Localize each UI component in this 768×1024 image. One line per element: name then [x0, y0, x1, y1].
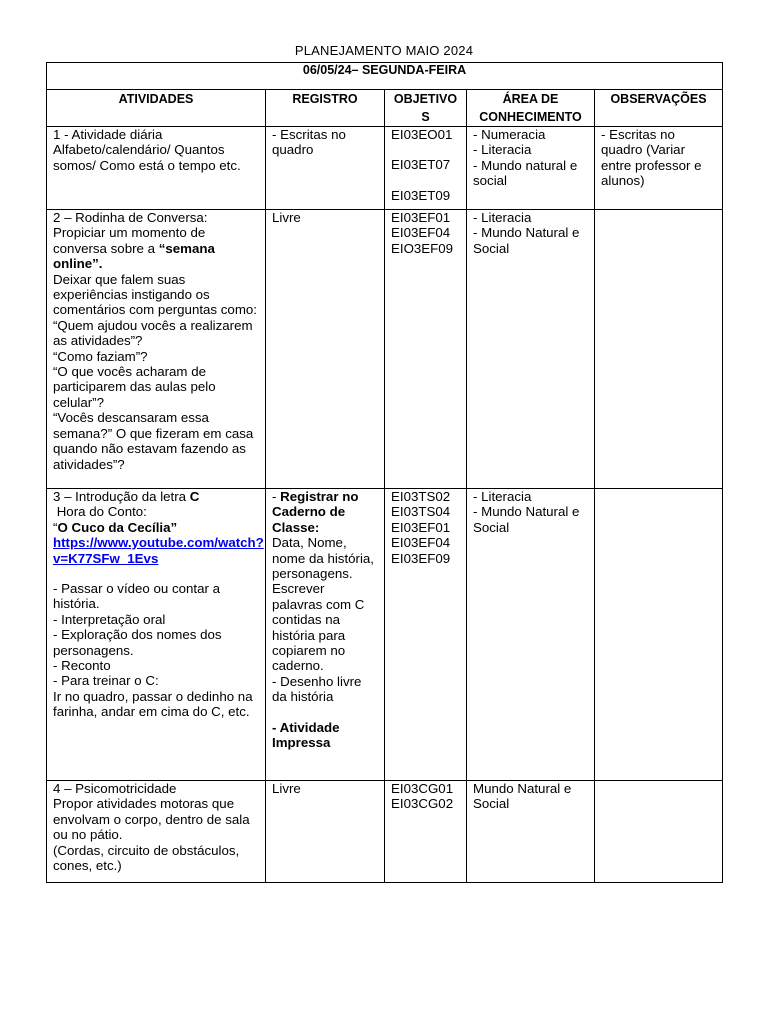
header-area-line2: CONHECIMENTO	[479, 110, 582, 124]
objetivo-code: EI03EO01	[391, 127, 453, 142]
table-row	[47, 781, 723, 883]
story-title	[53, 520, 259, 535]
objetivo-code: EI03EF01	[391, 519, 451, 535]
header-area-line1: ÁREA DE	[502, 92, 559, 106]
objetivo-code: EI03EF01	[391, 210, 451, 225]
area-item: - Literacia	[473, 142, 532, 158]
header-objetivos-line2: S	[421, 110, 430, 124]
atividade-cell	[47, 781, 266, 883]
header-atividades: ATIVIDADES	[47, 90, 266, 127]
atividade-text: Alfabeto/calendário/ Quantos somos/ Como está o tempo etc.	[53, 142, 241, 173]
objetivo-code: EI03ET09	[391, 187, 451, 203]
atividade-line: Propor atividades motoras que envolvam o corpo, dentro de sala ou no pátio.	[53, 796, 250, 843]
youtube-link[interactable]: https://www.youtube.com/watch?v=K77SFw_1Evs	[53, 535, 264, 566]
observacoes-cell: - Escritas no quadro (Variar entre professor e alunos)	[595, 127, 723, 210]
registro-cell: Livre	[266, 781, 385, 883]
header-objetivos	[385, 90, 467, 127]
atividade-text	[53, 225, 259, 271]
objetivo-code: EI03TS04	[391, 504, 451, 520]
atividade-line: Deixar que falem suas experiências instigando os comentários com perguntas como:	[53, 271, 257, 318]
registro-extra: - Desenho livre da história	[272, 673, 362, 705]
header-area	[467, 90, 595, 127]
date-header-row	[47, 63, 723, 90]
story-quote: “	[53, 519, 58, 535]
objetivos-cell	[385, 127, 467, 210]
area-cell	[467, 489, 595, 781]
observacoes-cell	[595, 210, 723, 489]
atividade-line: “Como faziam”?	[53, 348, 148, 364]
registro-cell	[266, 489, 385, 781]
area-item: - Literacia	[473, 489, 532, 504]
registro-bold: Registrar no Caderno de Classe:	[272, 489, 359, 535]
story-title-bold: O Cuco da Cecília”	[57, 519, 178, 535]
area-item: Mundo Natural e Social	[473, 781, 572, 812]
date-header: 06/05/24– SEGUNDA-FEIRA	[47, 63, 723, 90]
objetivo-code: EI03CG02	[391, 796, 454, 812]
area-item: - Mundo natural e social	[473, 157, 578, 189]
atividade-line: “Quem ajudou vocês a realizarem as atividades”?	[53, 317, 253, 349]
area-cell	[467, 210, 595, 489]
atividade-line: - Passar o vídeo ou contar a história.	[53, 581, 221, 612]
atividade-cell	[47, 489, 266, 781]
atividade-title: 4 – Psicomotricidade	[53, 781, 177, 796]
hora-do-conto: Hora do Conto:	[53, 504, 147, 520]
atividade-line: - Interpretação oral	[53, 611, 166, 627]
atividade-line: “Vocês descansaram essa semana?” O que fizeram em casa quando não estavam fazendo as atividades”?	[53, 410, 254, 472]
area-cell	[467, 127, 595, 210]
letter-c: C	[189, 489, 200, 504]
registro-dash: -	[272, 489, 281, 504]
objetivo-code: EI03ET07	[391, 157, 451, 173]
atividade-line: - Exploração dos nomes dos personagens.	[53, 627, 222, 658]
header-registro: REGISTRO	[266, 90, 385, 127]
observacoes-cell	[595, 489, 723, 781]
objetivo-code: EI03EF04	[391, 225, 451, 241]
objetivo-code: EIO3EF09	[391, 240, 454, 256]
table-row	[47, 127, 723, 210]
registro-title	[272, 489, 378, 535]
atividade-cell	[47, 127, 266, 210]
header-objetivos-line1: OBJETIVO	[393, 92, 458, 106]
atividade-cell	[47, 210, 266, 489]
table-row	[47, 489, 723, 781]
registro-cell: Livre	[266, 210, 385, 489]
objetivo-code: EI03EF04	[391, 535, 451, 551]
area-item: - Mundo Natural e Social	[473, 504, 580, 535]
area-item: - Mundo Natural e Social	[473, 225, 580, 256]
atividade-line: (Cordas, circuito de obstáculos, cones, etc.)	[53, 842, 240, 874]
atividade-title	[53, 489, 259, 504]
planning-table	[46, 62, 723, 883]
atividade-line: - Para treinar o C:	[53, 673, 159, 689]
column-header-row	[47, 90, 723, 127]
atividade-title: 2 – Rodinha de Conversa:	[53, 210, 208, 225]
objetivo-code: EI03TS02	[391, 489, 451, 504]
atividade-line: Ir no quadro, passar o dedinho na farinha, andar em cima do C, etc.	[53, 688, 253, 720]
table-row	[47, 210, 723, 489]
atividade-title: 1 - Atividade diária	[53, 127, 163, 142]
objetivo-code: EI03CG01	[391, 781, 454, 796]
registro-impressa: - Atividade Impressa	[272, 719, 340, 751]
registro-text: Data, Nome, nome da história, personagens. Escrever palavras com C contidas na história para copiarem no caderno.	[272, 535, 374, 674]
atividade-title-plain: 3 – Introdução da letra	[53, 489, 190, 504]
atividade-text-plain: Propiciar um momento de conversa sobre a	[53, 225, 206, 256]
page-title: PLANEJAMENTO MAIO 2024	[294, 43, 474, 58]
atividade-text-bold: “semana online”.	[53, 240, 215, 272]
observacoes-cell	[595, 781, 723, 883]
registro-cell: - Escritas no quadro	[266, 127, 385, 210]
area-cell	[467, 781, 595, 883]
objetivos-cell	[385, 489, 467, 781]
objetivo-code: EI03EF09	[391, 550, 451, 566]
area-item: - Literacia	[473, 210, 532, 225]
area-item: - Numeracia	[473, 127, 546, 142]
objetivos-cell	[385, 210, 467, 489]
atividade-line: - Reconto	[53, 658, 111, 674]
atividade-line: “O que vocês acharam de participarem das aulas pelo celular”?	[53, 364, 216, 410]
objetivos-cell	[385, 781, 467, 883]
header-observacoes: OBSERVAÇÕES	[595, 90, 723, 127]
